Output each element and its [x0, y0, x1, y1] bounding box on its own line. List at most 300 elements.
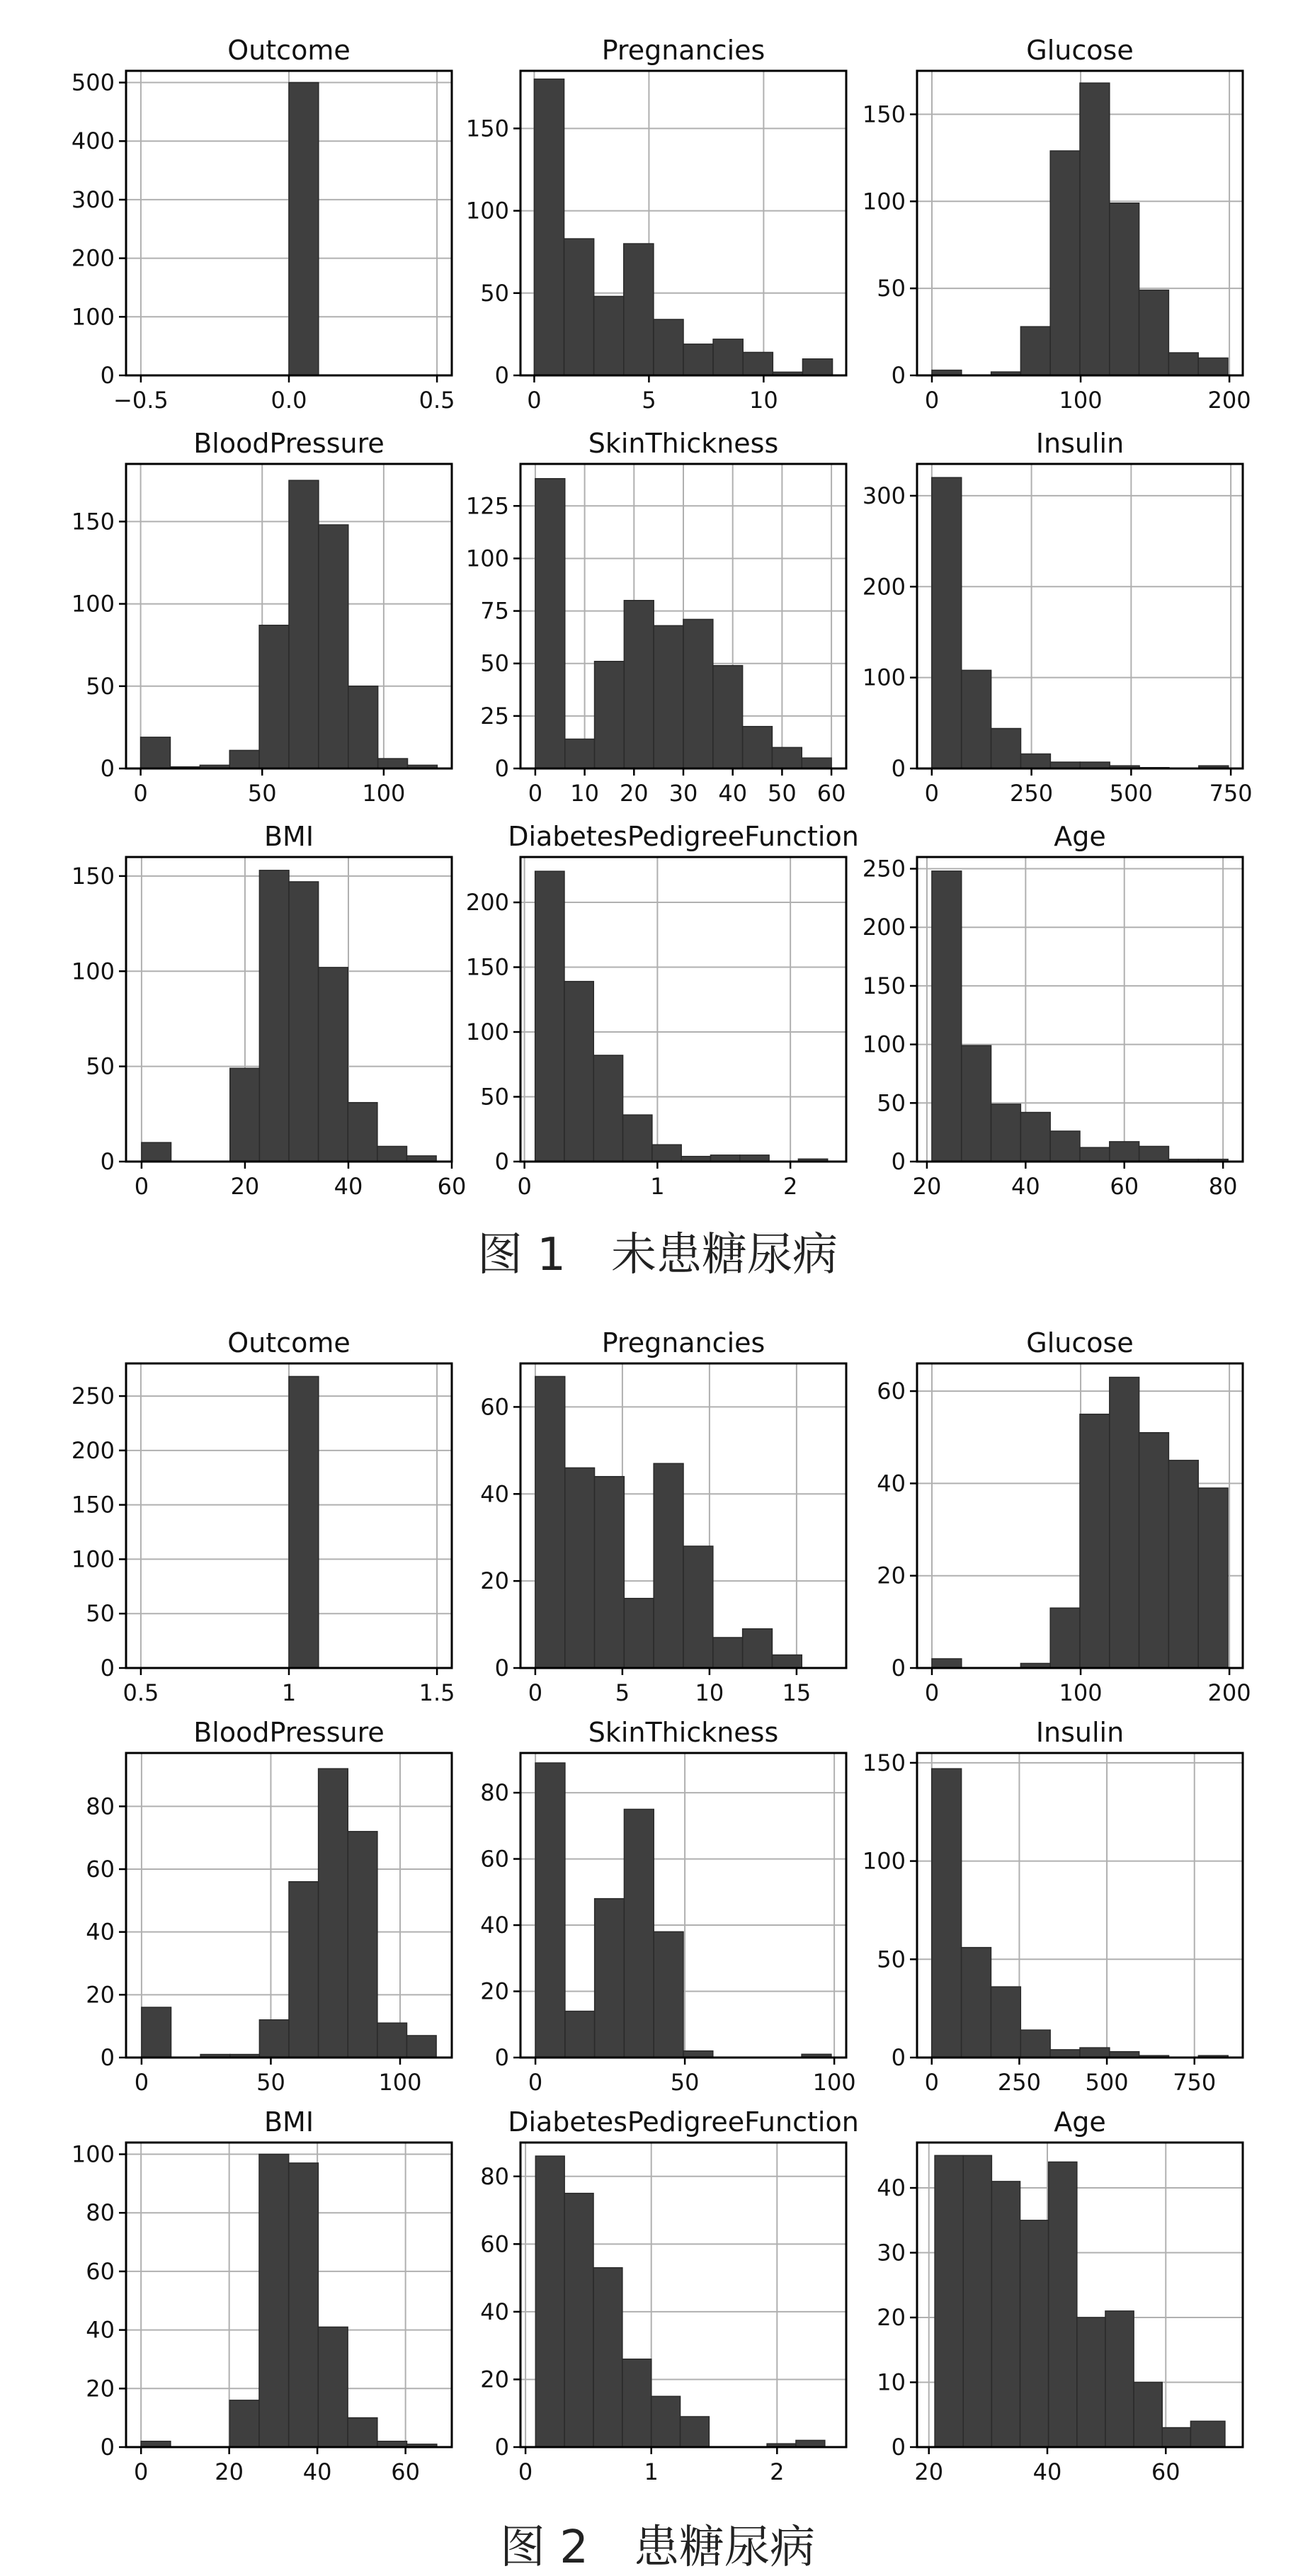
- x-tick-label: 60: [1110, 1173, 1139, 1200]
- y-tick-label: 80: [480, 1779, 509, 1807]
- histogram-bar: [348, 686, 378, 768]
- histogram-bar: [681, 2417, 710, 2447]
- y-tick-label: 75: [480, 597, 509, 625]
- panel-title: Glucose: [1026, 35, 1134, 66]
- x-tick-label: 0: [134, 2069, 149, 2096]
- panel-title: DiabetesPedigreeFunction: [508, 2106, 859, 2138]
- histogram-panel: [863, 821, 1243, 1200]
- histogram-bar: [713, 339, 743, 375]
- x-tick-label: 0.0: [271, 387, 307, 414]
- panel-title: Age: [1054, 821, 1106, 852]
- y-tick-label: 80: [86, 1793, 115, 1820]
- histogram-panel: [863, 1717, 1243, 2096]
- figure-1-caption: 图 1 未患糖尿病: [477, 1229, 838, 1281]
- histogram-panel: [480, 1717, 855, 2096]
- panel-title: Outcome: [227, 1327, 351, 1358]
- histogram-bar: [318, 2327, 348, 2447]
- histogram-bar: [565, 1468, 595, 1668]
- histogram-bar: [141, 737, 171, 768]
- histogram-bar: [991, 1987, 1020, 2058]
- x-tick-label: 200: [1207, 1679, 1251, 1706]
- y-tick-label: 200: [862, 914, 906, 941]
- histogram-bar: [623, 1115, 652, 1162]
- histogram-bar: [802, 359, 832, 375]
- y-tick-label: 100: [465, 197, 509, 225]
- panel-title: BMI: [263, 2106, 314, 2138]
- y-tick-label: 60: [480, 1393, 509, 1421]
- y-tick-label: 60: [480, 1845, 509, 1873]
- histogram-bar: [535, 1376, 565, 1668]
- histogram-bar: [289, 2163, 319, 2447]
- y-tick-label: 150: [862, 101, 906, 128]
- histogram-bar: [654, 625, 683, 768]
- histogram-bar: [378, 759, 408, 768]
- x-tick-label: 15: [782, 1679, 812, 1706]
- histogram-bar: [624, 1809, 654, 2058]
- histogram-bar: [652, 1145, 681, 1162]
- x-tick-label: 40: [334, 1173, 363, 1200]
- y-tick-label: 40: [480, 2298, 509, 2325]
- histogram-panel: [466, 35, 846, 414]
- histogram-bar: [622, 2359, 651, 2447]
- x-tick-label: 0.5: [419, 387, 455, 414]
- histogram-bar: [1162, 2428, 1190, 2447]
- histogram-bar: [935, 2155, 963, 2447]
- histogram-bar: [348, 2418, 377, 2447]
- histogram-bar: [593, 2268, 622, 2447]
- histogram-panel: [72, 2106, 452, 2485]
- y-tick-label: 20: [877, 2304, 906, 2332]
- histogram-bar: [624, 601, 654, 768]
- y-tick-label: 125: [465, 492, 509, 520]
- x-tick-label: −0.5: [113, 387, 169, 414]
- histogram-bar: [1110, 1142, 1139, 1162]
- histogram-bar: [683, 344, 713, 375]
- y-tick-label: 150: [71, 1491, 115, 1519]
- x-tick-label: 40: [1032, 2458, 1062, 2485]
- histogram-bar: [1110, 1378, 1139, 1668]
- y-tick-label: 80: [86, 2199, 115, 2227]
- y-tick-label: 100: [862, 188, 906, 215]
- y-tick-label: 100: [465, 545, 509, 572]
- y-tick-label: 60: [877, 1378, 906, 1405]
- y-tick-label: 0: [100, 362, 115, 389]
- histogram-bar: [259, 625, 289, 768]
- histogram-bar: [1020, 2030, 1050, 2058]
- histogram-bar: [229, 750, 259, 768]
- histogram-bar: [1020, 1113, 1050, 1162]
- histogram-bar: [1198, 358, 1228, 375]
- histogram-bar: [624, 244, 654, 375]
- x-tick-label: 0: [924, 2069, 939, 2096]
- histogram-bar: [142, 2007, 171, 2058]
- x-tick-label: 10: [570, 780, 599, 807]
- y-tick-label: 0: [494, 755, 509, 782]
- x-tick-label: 30: [668, 780, 698, 807]
- histogram-bar: [1139, 1433, 1169, 1668]
- y-tick-label: 0: [494, 2434, 509, 2461]
- x-tick-label: 50: [256, 2069, 285, 2096]
- x-tick-label: 10: [695, 1679, 724, 1706]
- y-tick-label: 50: [877, 1089, 906, 1117]
- histogram-bar: [259, 2020, 289, 2058]
- histogram-bar: [683, 619, 713, 768]
- x-tick-label: 100: [1059, 1679, 1103, 1706]
- histogram-bar: [962, 670, 991, 768]
- y-tick-label: 20: [480, 1978, 509, 2005]
- y-tick-label: 100: [71, 1545, 115, 1573]
- histogram-bar: [1080, 1414, 1110, 1668]
- y-tick-label: 100: [862, 1847, 906, 1875]
- histogram-bar: [772, 1655, 802, 1668]
- x-tick-label: 0: [133, 2458, 149, 2485]
- histogram-bar: [289, 1882, 319, 2058]
- histogram-bar: [1021, 754, 1051, 768]
- histogram-bar: [963, 2155, 991, 2447]
- histogram-bar: [1050, 1131, 1080, 1162]
- y-tick-label: 0: [891, 362, 906, 389]
- histogram-bar: [319, 525, 348, 768]
- y-tick-label: 100: [71, 303, 115, 331]
- y-tick-label: 0: [494, 1655, 509, 1681]
- histogram-bar: [594, 296, 624, 375]
- histogram-bar: [534, 79, 564, 375]
- histogram-panel: [466, 821, 859, 1200]
- histogram-panel: [877, 2106, 1243, 2485]
- histogram-panel: [72, 1327, 455, 1706]
- x-tick-label: 80: [1208, 1173, 1238, 1200]
- x-tick-label: 60: [437, 1173, 467, 1200]
- histogram-bar: [535, 2156, 564, 2447]
- panel-title: DiabetesPedigreeFunction: [508, 821, 859, 852]
- y-tick-label: 0: [891, 1148, 906, 1175]
- histogram-bar: [535, 871, 564, 1162]
- y-tick-label: 0: [494, 1148, 509, 1175]
- x-tick-label: 0: [528, 780, 543, 807]
- histogram-bar: [1050, 151, 1080, 375]
- panel-title: Pregnancies: [601, 1327, 765, 1358]
- histogram-bar: [595, 1477, 625, 1668]
- x-tick-label: 40: [302, 2458, 332, 2485]
- y-tick-label: 40: [86, 1918, 115, 1946]
- histogram-bar: [932, 1659, 962, 1668]
- histogram-bar: [593, 1055, 622, 1162]
- y-tick-label: 50: [480, 279, 509, 307]
- histogram-bar: [319, 1769, 348, 2058]
- histogram-bar: [564, 2194, 593, 2447]
- y-tick-label: 20: [86, 1981, 115, 2009]
- x-tick-label: 40: [1011, 1173, 1040, 1200]
- histogram-bar: [1139, 290, 1169, 375]
- histogram-bar: [319, 968, 348, 1162]
- y-tick-label: 150: [862, 1749, 906, 1776]
- histogram-bar: [962, 1948, 991, 2058]
- histogram-bar: [772, 747, 802, 768]
- panel-title: BloodPressure: [193, 428, 385, 459]
- x-tick-label: 20: [912, 1173, 942, 1200]
- histogram-bar: [683, 1546, 713, 1668]
- histogram-bar: [1190, 2421, 1225, 2447]
- x-tick-label: 500: [1085, 2069, 1129, 2096]
- y-tick-label: 0: [891, 755, 906, 782]
- x-tick-label: 0: [924, 780, 940, 807]
- y-tick-label: 0: [891, 2044, 906, 2071]
- y-tick-label: 150: [71, 862, 115, 890]
- y-tick-label: 150: [465, 115, 509, 142]
- histogram-bar: [743, 352, 773, 375]
- y-tick-label: 300: [71, 186, 115, 213]
- x-tick-label: 100: [378, 2069, 422, 2096]
- histogram-bar: [651, 2396, 681, 2447]
- y-tick-label: 200: [862, 573, 906, 601]
- histogram-bar: [564, 982, 593, 1162]
- y-tick-label: 40: [877, 2174, 906, 2202]
- x-tick-label: 100: [1059, 387, 1103, 414]
- histogram-bar: [991, 2181, 1020, 2447]
- histogram-bar: [713, 1638, 743, 1668]
- y-tick-label: 0: [891, 2434, 906, 2461]
- x-tick-label: 20: [619, 780, 649, 807]
- x-tick-label: 100: [362, 780, 406, 807]
- histogram-bar: [406, 2036, 436, 2058]
- y-tick-label: 0: [494, 2044, 509, 2071]
- panel-title: BMI: [263, 821, 314, 852]
- histogram-bar: [654, 1463, 683, 1668]
- histogram-bar: [1134, 2383, 1162, 2447]
- y-tick-label: 150: [71, 508, 115, 535]
- x-tick-label: 250: [1010, 780, 1054, 807]
- x-tick-label: 0: [517, 1173, 532, 1200]
- histogram-panel: [480, 1327, 846, 1706]
- panel-title: Pregnancies: [601, 35, 765, 66]
- x-tick-label: 1.5: [419, 1679, 455, 1706]
- histogram-bar: [565, 2012, 595, 2058]
- y-tick-label: 0: [100, 1655, 115, 1681]
- histogram-bar: [991, 1104, 1021, 1162]
- x-tick-label: 750: [1173, 2069, 1217, 2096]
- histogram-bar: [229, 2400, 259, 2447]
- y-tick-label: 60: [480, 2230, 509, 2258]
- histogram-bar: [1080, 83, 1110, 375]
- histogram-bar: [348, 1832, 377, 2058]
- x-tick-label: 0: [924, 387, 940, 414]
- x-tick-label: 0: [527, 387, 542, 414]
- panel-title: Outcome: [227, 35, 351, 66]
- y-tick-label: 50: [86, 1052, 115, 1080]
- histogram-bar: [713, 666, 743, 768]
- x-tick-label: 200: [1207, 387, 1251, 414]
- panel-title: Insulin: [1035, 1717, 1125, 1748]
- histogram-bar: [1050, 1608, 1080, 1668]
- y-tick-label: 20: [877, 1562, 906, 1589]
- histogram-panel: [72, 35, 455, 414]
- y-tick-label: 25: [480, 702, 509, 730]
- y-tick-label: 40: [86, 2316, 115, 2344]
- y-tick-label: 0: [100, 755, 115, 782]
- y-tick-label: 60: [86, 2257, 115, 2285]
- x-tick-label: 0.5: [123, 1679, 159, 1706]
- y-tick-label: 20: [480, 2366, 509, 2393]
- histogram-bar: [535, 479, 565, 768]
- y-tick-label: 50: [877, 1946, 906, 1973]
- y-tick-label: 250: [71, 1383, 115, 1410]
- histogram-bar: [1105, 2311, 1134, 2447]
- histogram-bar: [1198, 1488, 1228, 1668]
- x-tick-label: 0: [528, 2069, 543, 2096]
- x-tick-label: 2: [770, 2458, 785, 2485]
- x-tick-label: 5: [642, 387, 656, 414]
- histogram-bar: [743, 727, 773, 768]
- histogram-bar: [259, 2155, 289, 2447]
- y-tick-label: 50: [86, 672, 115, 700]
- x-tick-label: 500: [1109, 780, 1153, 807]
- x-tick-label: 60: [1151, 2458, 1180, 2485]
- histogram-bar: [259, 870, 289, 1162]
- y-tick-label: 200: [465, 889, 509, 917]
- histogram-bar: [1080, 2048, 1110, 2058]
- x-tick-label: 20: [215, 2458, 244, 2485]
- histogram-bar: [1020, 2220, 1049, 2447]
- x-tick-label: 0: [133, 780, 148, 807]
- histogram-bar: [289, 882, 319, 1162]
- histogram-bar: [289, 480, 319, 768]
- histogram-bar: [743, 1629, 773, 1668]
- y-tick-label: 300: [862, 482, 906, 509]
- y-tick-label: 50: [480, 1083, 509, 1111]
- histogram-bar: [1080, 1147, 1110, 1162]
- panel-title: SkinThickness: [588, 428, 779, 459]
- x-tick-label: 20: [230, 1173, 260, 1200]
- histogram-bar: [377, 2023, 407, 2058]
- histogram-bar: [348, 1103, 377, 1162]
- y-tick-label: 20: [480, 1567, 509, 1595]
- histogram-bar: [654, 319, 683, 375]
- panel-title: Age: [1054, 2106, 1106, 2138]
- histogram-bar: [962, 1045, 991, 1162]
- x-tick-label: 0: [134, 1173, 149, 1200]
- x-tick-label: 750: [1209, 780, 1253, 807]
- x-tick-label: 50: [768, 780, 797, 807]
- histogram-bar: [595, 662, 625, 768]
- x-tick-label: 100: [812, 2069, 856, 2096]
- histogram-bar: [1139, 1147, 1169, 1162]
- y-tick-label: 0: [494, 362, 509, 389]
- y-tick-label: 30: [877, 2239, 906, 2266]
- histogram-bar: [595, 1899, 625, 2058]
- histogram-bar: [289, 83, 319, 375]
- y-tick-label: 80: [480, 2162, 509, 2190]
- histogram-panel: [72, 428, 452, 807]
- figure-2-caption: 图 2 患糖尿病: [499, 2521, 816, 2574]
- histogram-bar: [654, 1931, 683, 2058]
- histogram-bar: [289, 1376, 319, 1668]
- histogram-bar: [932, 477, 962, 768]
- y-tick-label: 40: [480, 1912, 509, 1939]
- histogram-panel: [86, 1717, 452, 2096]
- y-tick-label: 150: [862, 972, 906, 999]
- y-tick-label: 250: [862, 855, 906, 883]
- y-tick-label: 100: [862, 1031, 906, 1058]
- histogram-panel: [863, 428, 1253, 807]
- y-tick-label: 50: [480, 649, 509, 677]
- y-tick-label: 50: [877, 275, 906, 302]
- panel-title: Glucose: [1026, 1327, 1134, 1358]
- histogram-bar: [624, 1599, 654, 1668]
- histogram-bar: [1049, 2162, 1077, 2447]
- x-tick-label: 1: [650, 1173, 665, 1200]
- y-tick-label: 0: [100, 2044, 115, 2071]
- panel-title: Insulin: [1035, 428, 1125, 459]
- x-tick-label: 60: [391, 2458, 421, 2485]
- y-tick-label: 0: [891, 1655, 906, 1681]
- panel-title: SkinThickness: [588, 1717, 779, 1748]
- x-tick-label: 5: [615, 1679, 630, 1706]
- y-tick-label: 500: [71, 69, 115, 96]
- y-tick-label: 10: [877, 2368, 906, 2396]
- histogram-bar: [535, 1763, 565, 2058]
- x-tick-label: 10: [749, 387, 778, 414]
- y-tick-label: 0: [100, 1148, 115, 1175]
- histogram-panel: [466, 428, 846, 807]
- x-tick-label: 250: [997, 2069, 1041, 2096]
- y-tick-label: 200: [71, 1436, 115, 1464]
- histogram-bar: [802, 758, 831, 768]
- y-tick-label: 100: [71, 590, 115, 618]
- histogram-panel: [72, 821, 466, 1200]
- histogram-bar: [565, 739, 595, 768]
- histogram-bar: [1168, 1460, 1198, 1668]
- y-tick-label: 100: [71, 958, 115, 985]
- panel-title: BloodPressure: [193, 1717, 385, 1748]
- x-tick-label: 1: [281, 1679, 297, 1706]
- histogram-panel: [863, 35, 1251, 414]
- histogram-bar: [932, 1769, 962, 2058]
- y-tick-label: 0: [100, 2434, 115, 2461]
- y-tick-label: 100: [862, 664, 906, 691]
- x-tick-label: 1: [644, 2458, 659, 2485]
- y-tick-label: 50: [86, 1600, 115, 1628]
- histogram-bar: [1020, 327, 1050, 375]
- x-tick-label: 60: [816, 780, 846, 807]
- y-tick-label: 100: [71, 2140, 115, 2168]
- histogram-bar: [1077, 2317, 1105, 2447]
- x-tick-label: 2: [782, 1173, 798, 1200]
- histogram-bar: [932, 871, 962, 1162]
- histogram-bar: [1050, 2050, 1080, 2058]
- histogram-bar: [142, 1142, 171, 1162]
- y-tick-label: 200: [71, 244, 115, 272]
- y-tick-label: 60: [86, 1856, 115, 1883]
- histogram-bar: [1168, 353, 1198, 375]
- y-tick-label: 150: [465, 953, 509, 981]
- x-tick-label: 0: [528, 1679, 543, 1706]
- y-tick-label: 40: [877, 1470, 906, 1497]
- x-tick-label: 0: [924, 1679, 940, 1706]
- y-tick-label: 400: [71, 127, 115, 155]
- histogram-bar: [1110, 203, 1139, 375]
- y-tick-label: 20: [86, 2375, 115, 2402]
- x-tick-label: 50: [670, 2069, 700, 2096]
- x-tick-label: 0: [518, 2458, 533, 2485]
- histogram-bar: [991, 729, 1021, 768]
- histogram-bar: [230, 1068, 260, 1162]
- x-tick-label: 50: [247, 780, 277, 807]
- y-tick-label: 100: [465, 1019, 509, 1046]
- histogram-bar: [377, 1147, 407, 1162]
- histogram-panel: [480, 2106, 859, 2485]
- histogram-bar: [564, 239, 594, 375]
- x-tick-label: 20: [914, 2458, 944, 2485]
